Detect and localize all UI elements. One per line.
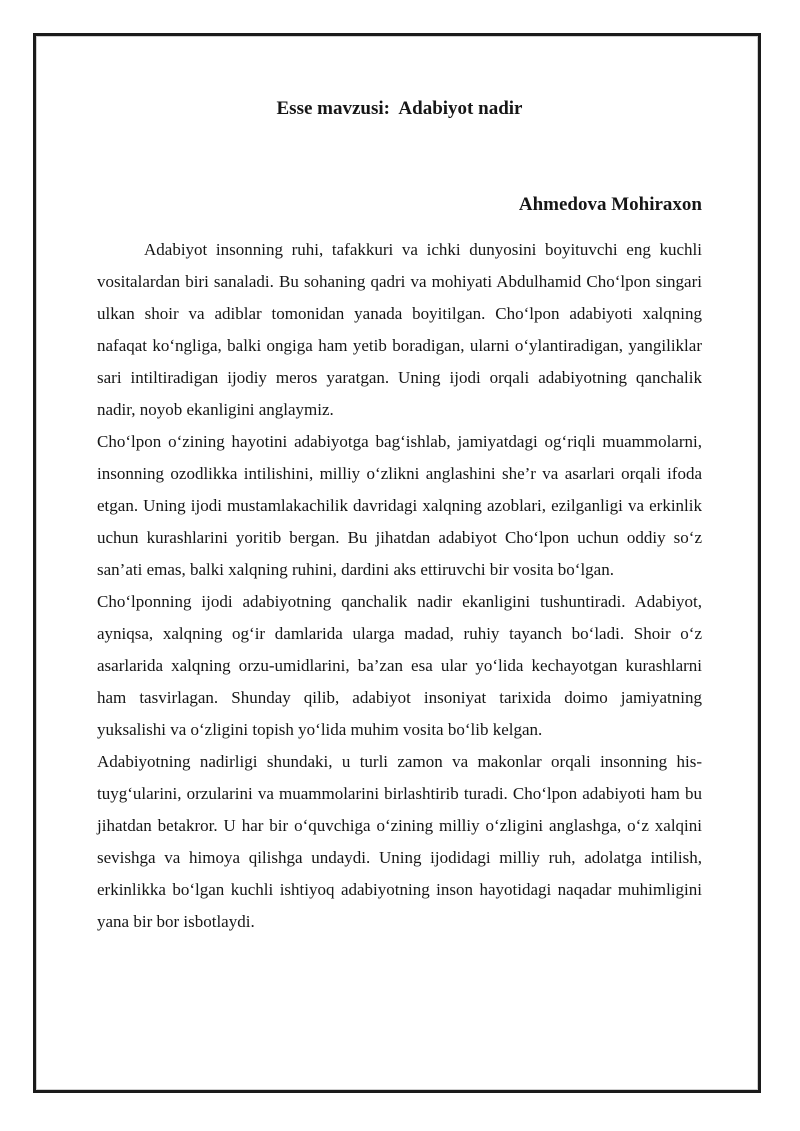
document-body <box>97 96 702 938</box>
paragraph-4: Adabiyotning nadirligi shundaki, u turli zamon va makonlar orqali insonning his-tuyg‘ularini, orzularini va muammolarini birlashtirib turadi. Cho‘lpon adabiyoti ham bu jihatdan betakror. U har bir o‘quvchiga o‘zining milliy o‘zligini anglashga, o‘z xalqini sevishga va himoya qilishga undaydi. Uning ijodidagi milliy ruh, adolatga intilish, erkinlikka bo‘lgan kuchli ishtiyoq adabiyotning inson hayotidagi naqadar muhimligini yana bir bor isbotlaydi. <box>97 752 702 931</box>
paragraph-1: Adabiyot insonning ruhi, tafakkuri va ichki dunyosini boyituvchi eng kuchli vositalardan biri sanaladi. Bu sohaning qadri va mohiyati Abdulhamid Cho‘lpon singari ulkan shoir va adiblar tomonidan yanada boyitilgan. Cho‘lpon adabiyoti xalqning nafaqat ko‘ngliga, balki ongiga ham yetib boradigan, ularni o‘ylantiradigan, yangiliklar sari intiltiradigan ijodiy meros yaratgan. Uning ijodi orqali adabiyotning qanchalik nadir, noyob ekanligini anglaymiz. <box>97 240 702 419</box>
paragraph-2: Cho‘lpon o‘zining hayotini adabiyotga bag‘ishlab, jamiyatdagi og‘riqli muammolarni, insonning ozodlikka intilishini, milliy o‘zlikni anglashini she’r va asarlari orqali ifoda etgan. Uning ijodi mustamlakachilik davridagi xalqning azoblari, ezilganligi va erkinlik uchun kurashlarini yoritib bergan. Bu jihatdan adabiyot Cho‘lpon uchun oddiy so‘z san’ati emas, balki xalqning ruhini, dardini aks ettiruvchi bir vosita bo‘lgan. <box>97 432 702 579</box>
essay-title: Esse mavzusi: Adabiyot nadir <box>276 98 523 119</box>
paragraph-3: Cho‘lponning ijodi adabiyotning qanchalik nadir ekanligini tushuntiradi. Adabiyot, ayniqsa, xalqning og‘ir damlarida ularga madad, ruhiy tayanch bo‘ladi. Shoir o‘z asarlarida xalqning orzu-umidlarini, ba’zan esa ular yo‘lida kechayotgan kurashlarni ham tasvirlagan. Shunday qilib, adabiyot insoniyat tarixida doimo jamiyatning yuksalishi va o‘zligini topish yo‘lida muhim vosita bo‘lib kelgan. <box>97 592 702 739</box>
author-name: Ahmedova Mohiraxon <box>518 194 702 215</box>
